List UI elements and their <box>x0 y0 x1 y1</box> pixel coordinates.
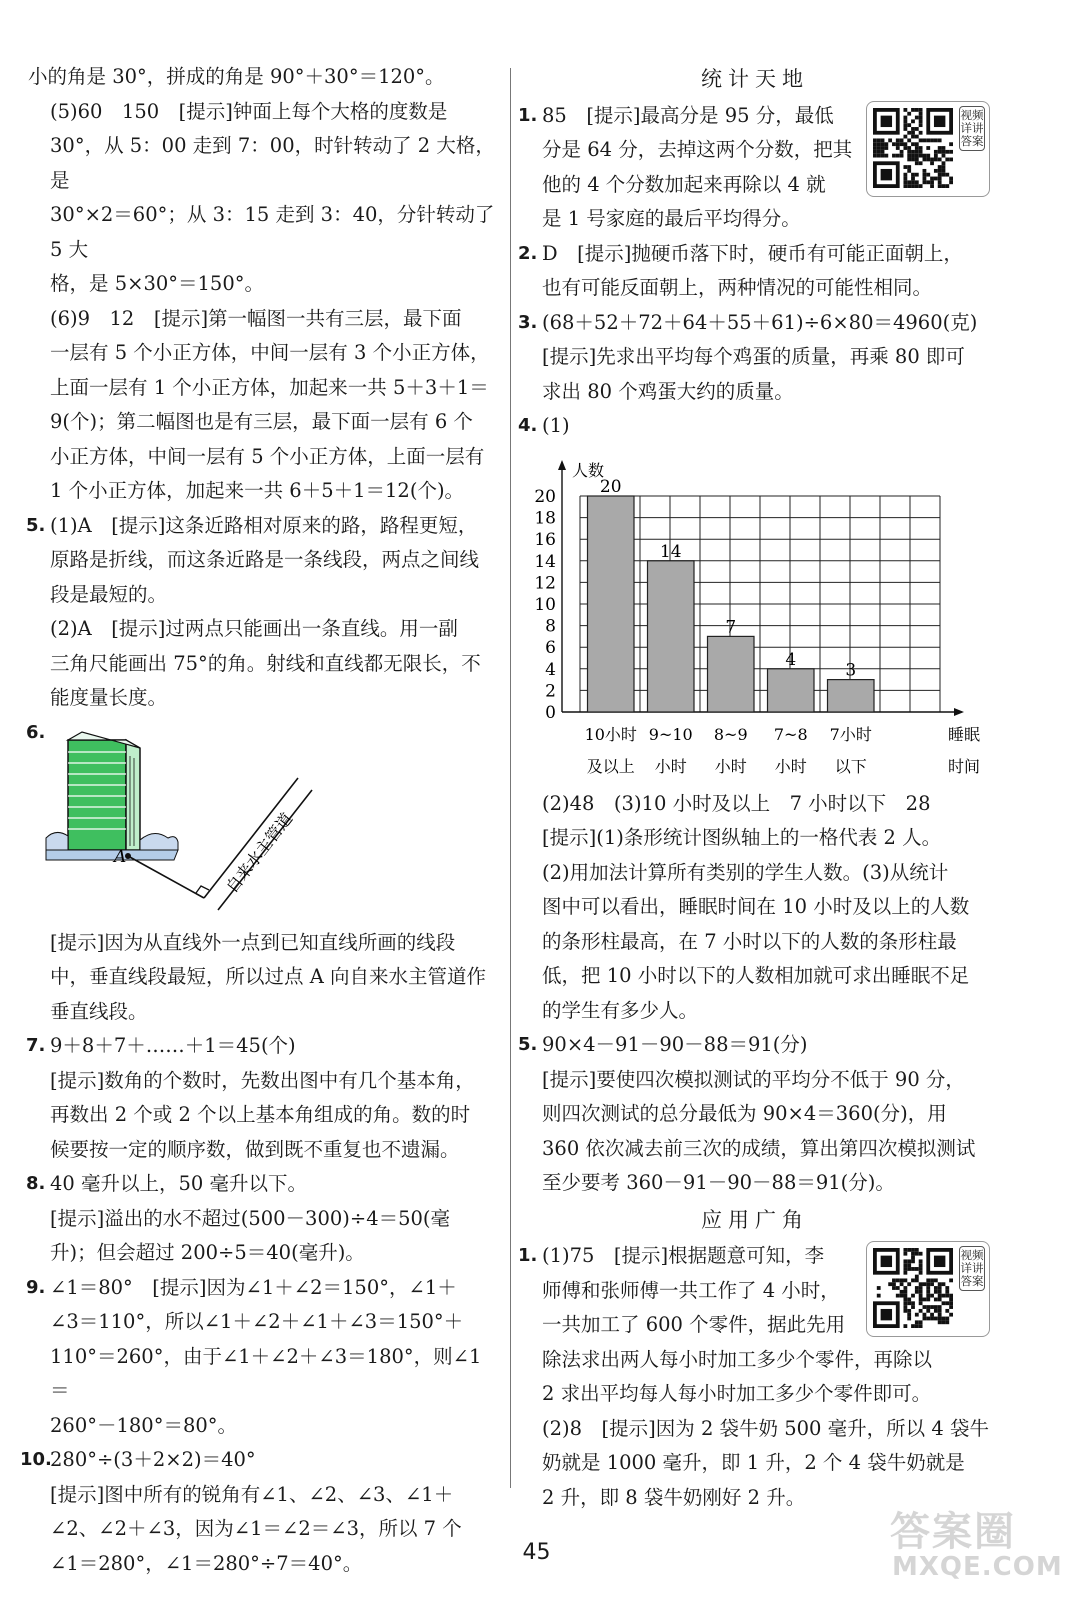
answer-4-6 <box>28 302 498 509</box>
text-line: 垂直线段。 <box>50 999 148 1023</box>
question-number: 5. <box>26 514 46 536</box>
text-line: 能度量长度。 <box>50 686 168 709</box>
bar <box>828 679 875 711</box>
text-line: 90×4－91－90－88＝91(分) <box>542 1033 808 1056</box>
text-line: 小的角是 30°，拼成的角是 90°＋30°＝120°。 <box>28 65 445 88</box>
answer-4-5 <box>28 95 498 302</box>
watermark-url: MXQE.COM <box>892 1552 1063 1582</box>
data-label: 7 <box>725 616 737 637</box>
qr-caption: 视频详讲答案 <box>959 106 985 151</box>
text-line: 除法求出两人每小时加工多少个零件，再除以 <box>542 1347 933 1371</box>
text-line: 他的 4 个分数加起来再除以 4 就 <box>542 172 826 196</box>
x-tick-label: 9~10 <box>648 724 693 744</box>
text-line: 则四次测试的总分最低为 90×4＝360(分)，用 <box>542 1102 947 1125</box>
question-number: 1. <box>518 104 538 126</box>
text-line: (6)9 12 [提示]第一幅图一共有三层，最下面 <box>50 306 462 330</box>
text-line: [提示]先求出平均每个鸡蛋的质量，再乘 80 即可 <box>542 345 965 368</box>
text-line: ∠3＝110°，所以∠1＋∠2＋∠1＋∠3＝150°＋ <box>50 1310 464 1333</box>
answer-10 <box>28 1443 498 1478</box>
hint-8 <box>28 1202 498 1271</box>
stat-answer-3 <box>520 306 990 341</box>
y-tick-label: 4 <box>545 659 556 680</box>
answer-8 <box>28 1167 498 1202</box>
text-line: [提示]数角的个数时，先数出图中有几个基本角， <box>50 1068 475 1092</box>
data-label: 4 <box>785 649 797 670</box>
text-line: (2)48 (3)10 小时及以上 7 小时以下 28 <box>542 791 931 815</box>
pipeline-label: 自来水主管道 <box>222 808 297 896</box>
stat-question-1 <box>520 99 990 237</box>
text-line: 的学生有多少人。 <box>542 998 699 1022</box>
text-line: 至少要考 360－91－90－88＝91(分)。 <box>542 1171 895 1194</box>
answer-9 <box>28 1271 498 1444</box>
stat-hint-4 <box>520 821 990 1028</box>
x-tick-label: 小时 <box>774 756 807 776</box>
text-line: [提示]因为从直线外一点到已知直线所画的线段 <box>50 930 456 954</box>
text-line: 30°×2＝60°；从 3：15 走到 3：40，分针转动了 5 大 <box>50 203 495 261</box>
question-9 <box>28 1271 498 1444</box>
bar <box>588 496 635 712</box>
text-line: 师傅和张师傅一共工作了 4 小时， <box>542 1278 840 1302</box>
qr-code-1[interactable] <box>866 101 990 197</box>
text-line: 85 [提示]最高分是 95 分，最低 <box>542 103 834 127</box>
text-line: 候要按一定的顺序数，做到既不重复也不遗漏。 <box>50 1137 460 1161</box>
watermark-text: 答案圈 <box>890 1509 1016 1555</box>
text-line: (2)8 [提示]因为 2 袋牛奶 500 毫升，所以 4 袋牛 <box>542 1416 989 1440</box>
watermark-logo <box>880 1500 1065 1595</box>
text-line: (5)60 150 [提示]钟面上每个大格的度数是 <box>50 99 448 123</box>
text-line: 图中可以看出，睡眠时间在 10 小时及以上的人数 <box>542 895 970 918</box>
y-axis-arrow <box>558 460 566 470</box>
qr-pattern <box>873 1248 953 1328</box>
text-line: 低，把 10 小时以下的人数相加就可求出睡眠不足 <box>542 964 970 987</box>
x-tick-label: 及以上 <box>586 756 635 776</box>
text-line: [提示]图中所有的锐角有∠1、∠2、∠3、∠1＋ <box>50 1482 454 1506</box>
text-line: 280°÷(3＋2×2)＝40° <box>50 1448 256 1471</box>
y-tick-label: 16 <box>534 529 556 550</box>
text-line: 是 1 号家庭的最后平均得分。 <box>542 207 801 230</box>
text-line: 2 升，即 8 袋牛奶刚好 2 升。 <box>542 1485 806 1509</box>
bar <box>708 636 755 712</box>
text-line: 360 依次减去前三次的成绩，算出第四次模拟测试 <box>542 1136 976 1160</box>
sleep-bar-chart <box>520 442 990 787</box>
stat-answer-4-part2 <box>520 787 990 822</box>
y-tick-label: 12 <box>534 572 556 593</box>
question-number: 1. <box>518 1245 538 1266</box>
x-tick-label: 7小时 <box>829 724 872 744</box>
question-number: 10. <box>20 1449 52 1470</box>
stat-hint-3 <box>520 340 990 409</box>
column-divider <box>510 68 511 1488</box>
stat-answer-5 <box>520 1028 990 1063</box>
text-line: 9(个)；第二幅图也是有三层，最下面一层有 6 个 <box>50 410 473 433</box>
data-label: 3 <box>845 660 857 681</box>
text-line: (1)75 [提示]根据题意可知，李 <box>542 1244 825 1267</box>
hint-7 <box>28 1064 498 1168</box>
text-line: 一层有 5 个小正方体，中间一层有 3 个小正方体， <box>50 341 490 364</box>
question-number: 6. <box>26 721 46 743</box>
stat-question-3 <box>520 306 990 410</box>
question-number: 9. <box>26 1276 46 1298</box>
question-number: 4. <box>518 415 538 436</box>
x-tick-label: 8~9 <box>713 724 748 744</box>
text-line: 段是最短的。 <box>50 582 168 606</box>
text-line: 1 个小正方体，加起来一共 6＋5＋1＝12(个)。 <box>50 479 465 502</box>
right-column <box>520 60 990 1515</box>
stat-question-2 <box>520 237 990 306</box>
text-line: 40 毫升以上，50 毫升以下。 <box>50 1172 308 1195</box>
hint-6 <box>28 926 498 1030</box>
y-tick-label: 6 <box>545 637 556 658</box>
text-line: [提示]溢出的水不超过(500－300)÷4＝50(毫 <box>50 1206 451 1230</box>
question-number: 5. <box>518 1034 538 1055</box>
x-tick-label: 10小时 <box>584 724 637 744</box>
app-question-1 <box>520 1239 990 1515</box>
pipeline-figure <box>28 716 498 926</box>
answer-5-1 <box>28 509 498 613</box>
qr-caption: 视频详讲答案 <box>959 1246 985 1291</box>
text-line: 2 求出平均每人每小时加工多少个零件即可。 <box>542 1382 932 1405</box>
y-axis-label: 人数 <box>572 460 605 480</box>
stat-question-5 <box>520 1028 990 1201</box>
text-line: 110°＝260°，由于∠1＋∠2＋∠3＝180°，则∠1＝ <box>50 1344 482 1402</box>
building-illustration <box>46 732 178 860</box>
text-line: 三角尺能画出 75°的角。射线和直线都无限长，不 <box>50 651 481 675</box>
text-line: 升)；但会超过 200÷5＝40(毫升)。 <box>50 1241 365 1264</box>
x-axis-label: 时间 <box>947 756 981 776</box>
question-8 <box>28 1167 498 1271</box>
qr-code-2[interactable] <box>866 1241 990 1337</box>
data-label: 20 <box>599 476 622 497</box>
text-line: 上面一层有 1 个小正方体，加起来一共 5＋3＋1＝ <box>50 375 489 399</box>
x-tick-label: 小时 <box>714 756 747 776</box>
y-tick-label: 18 <box>534 508 556 529</box>
question-number: 2. <box>518 242 538 264</box>
text-line: [提示](1)条形统计图纵轴上的一格代表 2 人。 <box>542 826 942 849</box>
text-line: 原路是折线，而这条近路是一条线段，两点之间线 <box>50 548 480 571</box>
text-line: 小正方体，中间一层有 5 个小正方体，上面一层有 <box>50 444 485 468</box>
text-line: 9＋8＋7＋……＋1＝45(个) <box>50 1034 296 1057</box>
answer-5-2 <box>28 612 498 716</box>
text-line: 再数出 2 个或 2 个以上基本角组成的角。数的时 <box>50 1103 471 1126</box>
text-line: [提示]要使四次模拟测试的平均分不低于 90 分， <box>542 1067 965 1091</box>
x-tick-label: 以下 <box>834 756 867 776</box>
section-title-application: 应用广角 <box>701 1207 809 1232</box>
question-7 <box>28 1029 498 1167</box>
y-tick-label: 0 <box>545 702 556 723</box>
text-line: (2)A [提示]过两点只能画出一条直线。用一副 <box>50 617 458 640</box>
text-line: 格，是 5×30°＝150°。 <box>50 272 264 295</box>
y-tick-label: 14 <box>534 551 556 572</box>
bar <box>648 560 695 711</box>
question-number: 7. <box>26 1035 46 1056</box>
question-6 <box>28 716 498 926</box>
question-number: 3. <box>518 311 538 333</box>
stat-hint-5 <box>520 1063 990 1201</box>
bar <box>768 668 815 711</box>
text-line: 的条形柱最高，在 7 小时以下的人数的条形柱最 <box>542 929 957 953</box>
stat-answer-2 <box>520 237 990 306</box>
text-line: ∠2、∠2＋∠3，因为∠1＝∠2＝∠3，所以 7 个 <box>50 1517 462 1540</box>
text-line: D [提示]抛硬币落下时，硬币有可能正面朝上， <box>542 241 963 265</box>
hint-10 <box>28 1478 498 1582</box>
x-axis-arrow <box>954 708 964 716</box>
stat-question-4 <box>520 409 990 1028</box>
question-number: 8. <box>26 1173 46 1194</box>
y-tick-label: 20 <box>534 486 556 507</box>
text-line: 一共加工了 600 个零件，据此先用 <box>542 1313 846 1336</box>
text-line: 30°，从 5：00 走到 7：00，时针转动了 2 大格，是 <box>50 134 495 192</box>
x-axis-label: 睡眠 <box>947 724 981 744</box>
stat-answer-4-part1: (1) <box>542 414 570 437</box>
x-tick-label: 7~8 <box>773 724 808 744</box>
text-line: 奶就是 1000 毫升，即 1 升，2 个 4 袋牛奶就是 <box>542 1451 965 1474</box>
point-a-label: A <box>114 846 127 867</box>
y-tick-label: 10 <box>534 594 556 615</box>
page-number: 45 <box>522 1540 551 1565</box>
text-line: 也有可能反面朝上，两种情况的可能性相同。 <box>542 276 933 299</box>
question-5 <box>28 509 498 716</box>
text-line: ∠1＝80° [提示]因为∠1＋∠2＝150°，∠1＋ <box>50 1275 457 1299</box>
text-line: (1)A [提示]这条近路相对原来的路，路程更短， <box>50 513 478 537</box>
data-label: 14 <box>659 541 682 562</box>
text-line: (68＋52＋72＋64＋55＋61)÷6×80＝4960(克) <box>542 310 978 334</box>
y-tick-label: 8 <box>545 616 556 637</box>
text-line: 中，垂直线段最短，所以过点 A 向自来水主管道作 <box>50 965 486 988</box>
text-line: 260°－180°＝80°。 <box>50 1413 238 1437</box>
x-tick-label: 小时 <box>654 756 687 776</box>
text-line: ∠1＝280°，∠1＝280°÷7＝40°。 <box>50 1551 363 1575</box>
y-tick-label: 2 <box>545 680 556 701</box>
text-line: 求出 80 个鸡蛋大约的质量。 <box>542 379 794 403</box>
text-line: (2)用加法计算所有类别的学生人数。(3)从统计 <box>542 860 949 884</box>
text-line: 分是 64 分，去掉这两个分数，把其 <box>542 138 853 161</box>
left-column <box>20 60 498 1581</box>
qr-pattern <box>873 108 953 188</box>
answer-7 <box>28 1029 498 1064</box>
section-title-statistics: 统计天地 <box>701 67 809 91</box>
